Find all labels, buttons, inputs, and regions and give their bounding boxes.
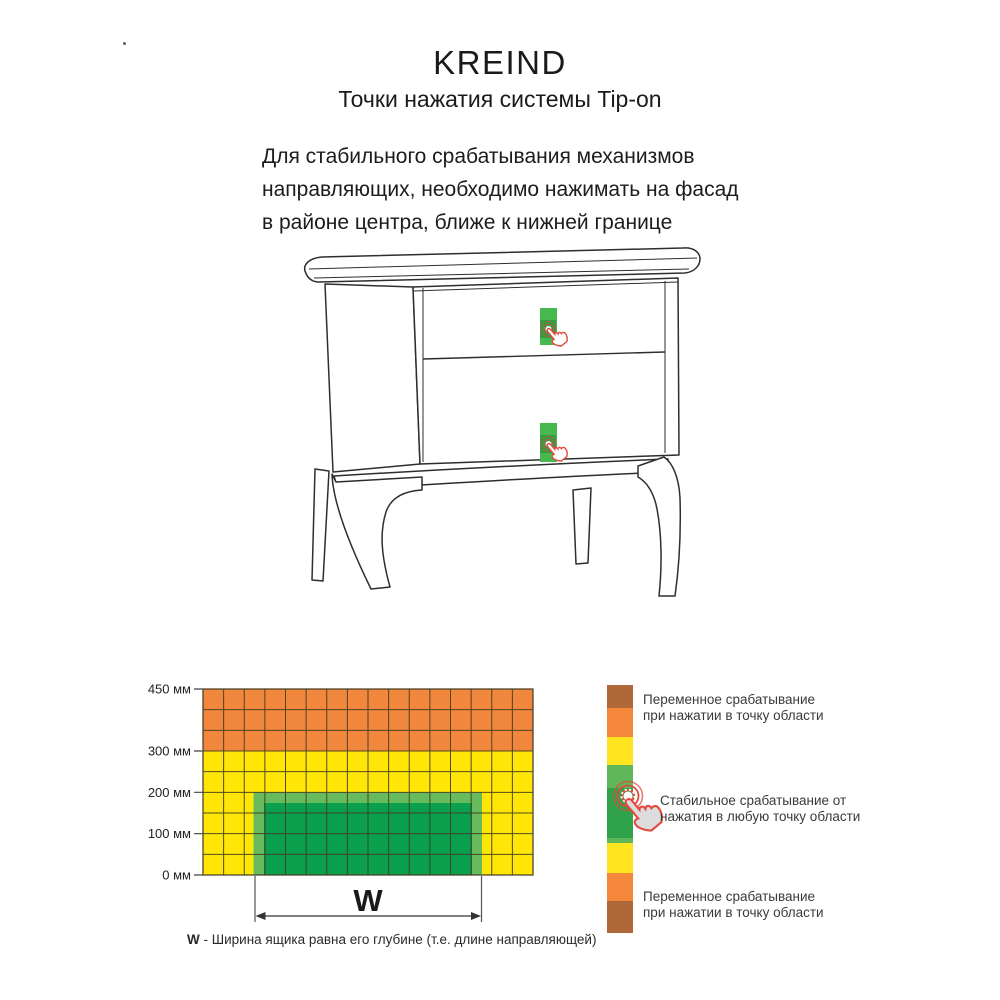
- nightstand-back-right-leg: [573, 488, 591, 564]
- caption-term: W: [187, 932, 200, 947]
- description-line: направляющих, необходимо нажимать на фасад: [262, 178, 739, 201]
- legend-item-line: Переменное срабатывание: [643, 692, 816, 707]
- description-paragraph: [262, 140, 762, 239]
- legend-item-line: при нажатии в точку области: [643, 707, 824, 723]
- legend-item-variable-bottom: [643, 889, 824, 920]
- tick-label: 0 мм: [162, 867, 191, 883]
- tick-label: 300 мм: [147, 743, 191, 759]
- page-subtitle: Точки нажатия системы Tip-on: [338, 86, 662, 112]
- y-axis-ticks: [194, 689, 203, 875]
- legend-item-line: Переменное срабатывание: [643, 889, 816, 904]
- legend-segment: [607, 737, 633, 765]
- chart-caption: [187, 932, 596, 947]
- nightstand-back-left-leg: [312, 469, 329, 581]
- brand-title: KREIND: [433, 44, 567, 81]
- legend-item-line: при нажатии в точку области: [643, 904, 824, 920]
- nightstand-illustration: [270, 240, 730, 630]
- legend-segment: [607, 873, 633, 901]
- tick-label: 100 мм: [147, 826, 191, 842]
- y-axis-labels: [148, 682, 191, 883]
- nightstand-front-right-leg: [638, 457, 680, 596]
- nightstand-body: [305, 248, 700, 596]
- width-dimension-label: W: [353, 883, 383, 918]
- legend-item-line: Стабильное срабатывание от: [660, 793, 847, 808]
- press-zone-chart: [140, 670, 620, 930]
- legend-segment: [607, 685, 633, 708]
- tick-label: 450 мм: [147, 681, 191, 697]
- description-line: в районе центра, ближе к нижней границе: [262, 211, 673, 234]
- description-line: Для стабильного срабатывания механизмов: [262, 145, 695, 168]
- legend-item-variable-top: [643, 692, 824, 723]
- tick-label: 200 мм: [147, 784, 191, 800]
- nightstand-side-panel: [325, 284, 420, 472]
- legend-segment: [607, 901, 633, 933]
- width-dimension: [255, 876, 482, 922]
- legend-item-line: нажатия в любую точку области: [660, 808, 861, 824]
- caption-text: - Ширина ящика равна его глубине (т.е. длине направляющей): [199, 932, 597, 947]
- legend-segment: [607, 708, 633, 737]
- nightstand-front-left-leg: [332, 474, 422, 589]
- legend-item-stable: [660, 793, 860, 824]
